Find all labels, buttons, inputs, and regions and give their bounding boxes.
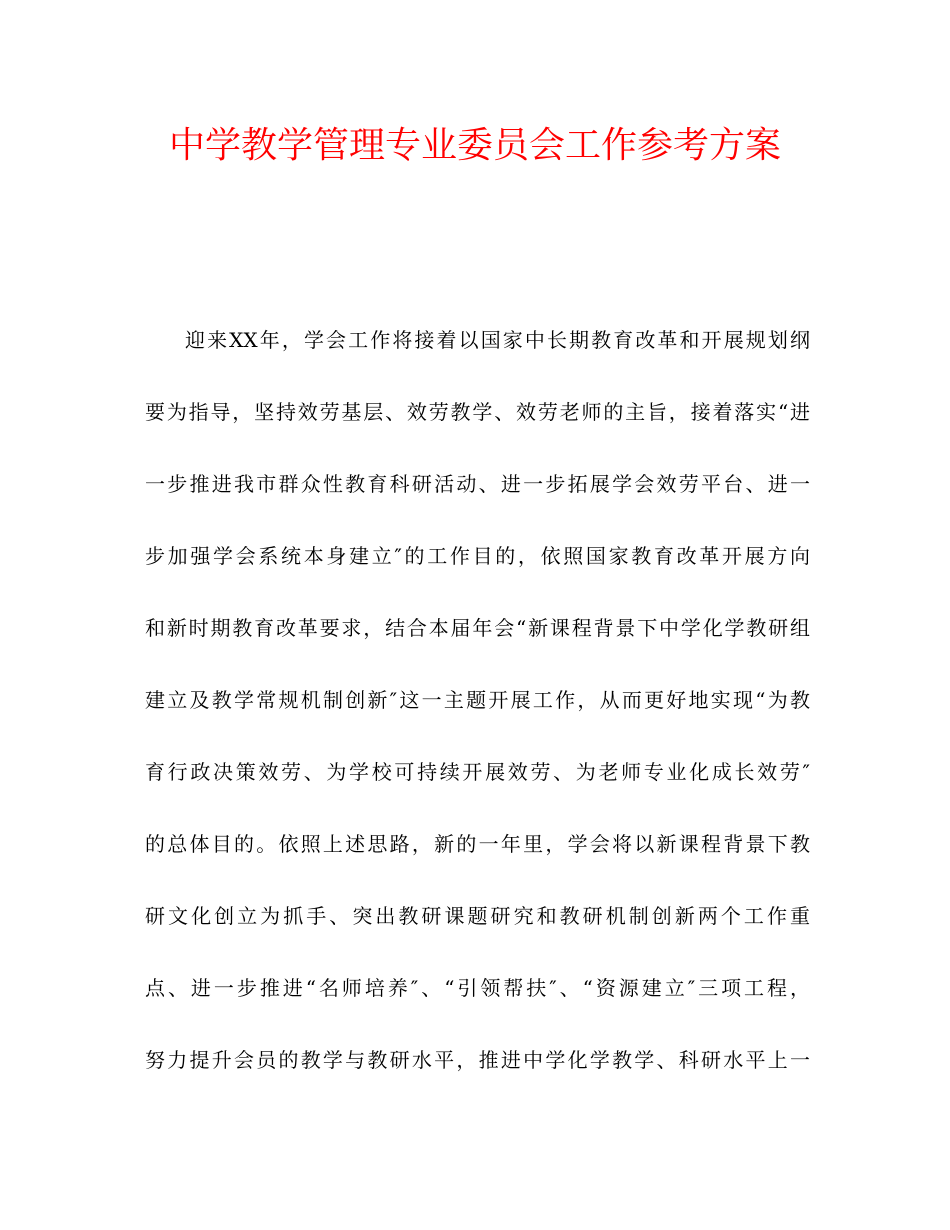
paragraph-line: 建立及教学常规机制创新″这一主题开展工作，从而更好地实现“为教 xyxy=(145,688,810,712)
paragraph-line: 的总体目的。依照上述思路，新的一年里，学会将以新课程背景下教 xyxy=(145,832,810,856)
paragraph-line: 研文化创立为抓手、突出教研课题研究和教研机制创新两个工作重 xyxy=(145,904,810,928)
paragraph-line: 努力提升会员的教学与教研水平，推进中学化学教学、科研水平上一 xyxy=(145,1048,810,1072)
paragraph-line: 要为指导，坚持效劳基层、效劳教学、效劳老师的主旨，接着落实“进 xyxy=(145,400,810,424)
paragraph-line: 点、进一步推进“名师培养″、“引领帮扶″、“资源建立″三项工程， xyxy=(145,976,810,1000)
document-body xyxy=(145,320,810,1112)
paragraph-line: 和新时期教育改革要求，结合本届年会“新课程背景下中学化学教研组 xyxy=(145,616,810,640)
paragraph-line: 步加强学会系统本身建立″的工作目的，依照国家教育改革开展方向 xyxy=(145,544,810,568)
paragraph-line: 迎来XX年，学会工作将接着以国家中长期教育改革和开展规划纲 xyxy=(185,328,810,352)
document-title: 中学教学管理专业委员会工作参考方案 xyxy=(168,125,781,166)
paragraph-line: 一步推进我市群众性教育科研活动、进一步拓展学会效劳平台、进一 xyxy=(145,472,810,496)
paragraph-line: 育行政决策效劳、为学校可持续开展效劳、为老师专业化成长效劳″ xyxy=(145,760,810,784)
